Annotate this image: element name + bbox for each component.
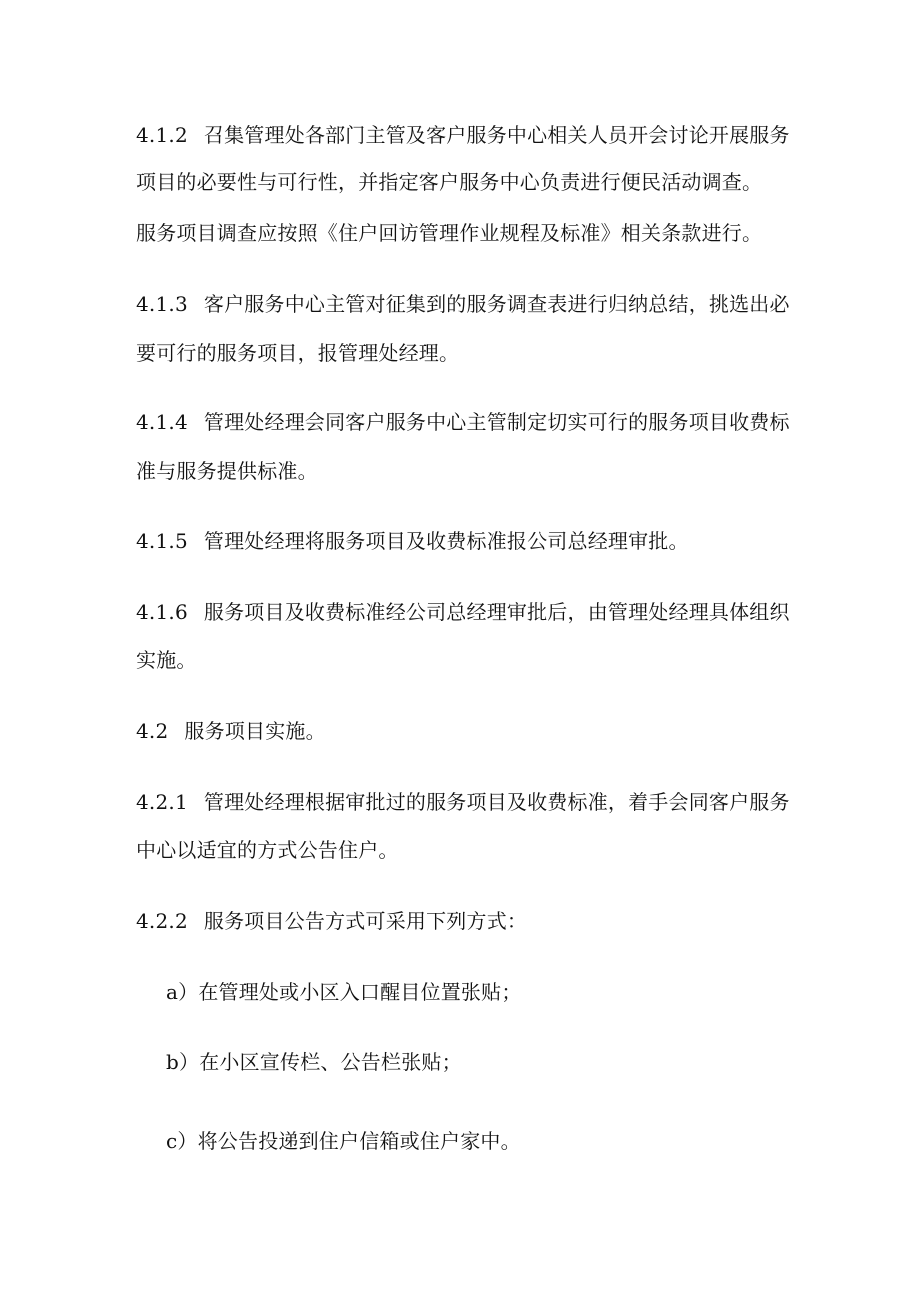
section-number: 4.2.2 (136, 909, 188, 933)
paragraph-text: 要可行的服务项目，报管理处经理。 (136, 341, 460, 365)
list-item (166, 980, 522, 1004)
paragraph-text: 服务项目公告方式可采用下列方式： (203, 909, 528, 933)
section-number: 4.1.4 (136, 410, 188, 434)
paragraph-text: 召集管理处各部门主管及客户服务中心相关人员开会讨论开展服务 (203, 123, 790, 147)
paragraph-line (136, 123, 790, 147)
paragraph-line (136, 838, 399, 862)
paragraph-line (136, 341, 459, 365)
paragraph-line (136, 529, 689, 553)
paragraph-text: 服务项目实施。 (184, 719, 326, 743)
paragraph-line (136, 221, 762, 245)
list-item-text: 在小区宣传栏、公告栏张贴； (199, 1050, 462, 1074)
paragraph-line (136, 648, 197, 672)
paragraph-text: 实施。 (136, 648, 197, 672)
paragraph-text: 服务项目调查应按照《住户回访管理作业规程及标准》相关条款进行。 (136, 221, 763, 245)
list-item (166, 1050, 462, 1074)
paragraph-text: 服务项目及收费标准经公司总经理审批后，由管理处经理具体组织 (203, 600, 790, 624)
paragraph-text: 管理处经理将服务项目及收费标准报公司总经理审批。 (203, 529, 689, 553)
section-number: 4.2 (136, 719, 169, 743)
list-item-label: c） (166, 1129, 198, 1153)
paragraph-line (136, 909, 527, 933)
paragraph-text: 管理处经理会同客户服务中心主管制定切实可行的服务项目收费标 (203, 410, 790, 434)
section-number: 4.2.1 (136, 790, 188, 814)
paragraph-line (136, 292, 790, 316)
paragraph-line (136, 459, 318, 483)
list-item-label: a） (166, 980, 199, 1004)
section-number: 4.1.5 (136, 529, 188, 553)
section-number: 4.1.6 (136, 600, 188, 624)
list-item-label: b） (166, 1050, 200, 1074)
list-item-text: 在管理处或小区入口醒目位置张贴； (198, 980, 522, 1004)
section-number: 4.1.2 (136, 123, 188, 147)
paragraph-line (136, 170, 762, 194)
list-item-text: 将公告投递到住户信箱或住户家中。 (197, 1129, 521, 1153)
paragraph-line (136, 410, 790, 434)
section-number: 4.1.3 (136, 292, 188, 316)
paragraph-text: 项目的必要性与可行性，并指定客户服务中心负责进行便民活动调查。 (136, 170, 763, 194)
paragraph-text: 管理处经理根据审批过的服务项目及收费标准，着手会同客户服务 (203, 790, 790, 814)
section-heading (136, 719, 326, 743)
paragraph-text: 中心以适宜的方式公告住户。 (136, 838, 399, 862)
paragraph-line (136, 600, 790, 624)
paragraph-line (136, 790, 790, 814)
paragraph-text: 客户服务中心主管对征集到的服务调查表进行归纳总结，挑选出必 (203, 292, 790, 316)
list-item (166, 1129, 521, 1153)
paragraph-text: 准与服务提供标准。 (136, 459, 318, 483)
